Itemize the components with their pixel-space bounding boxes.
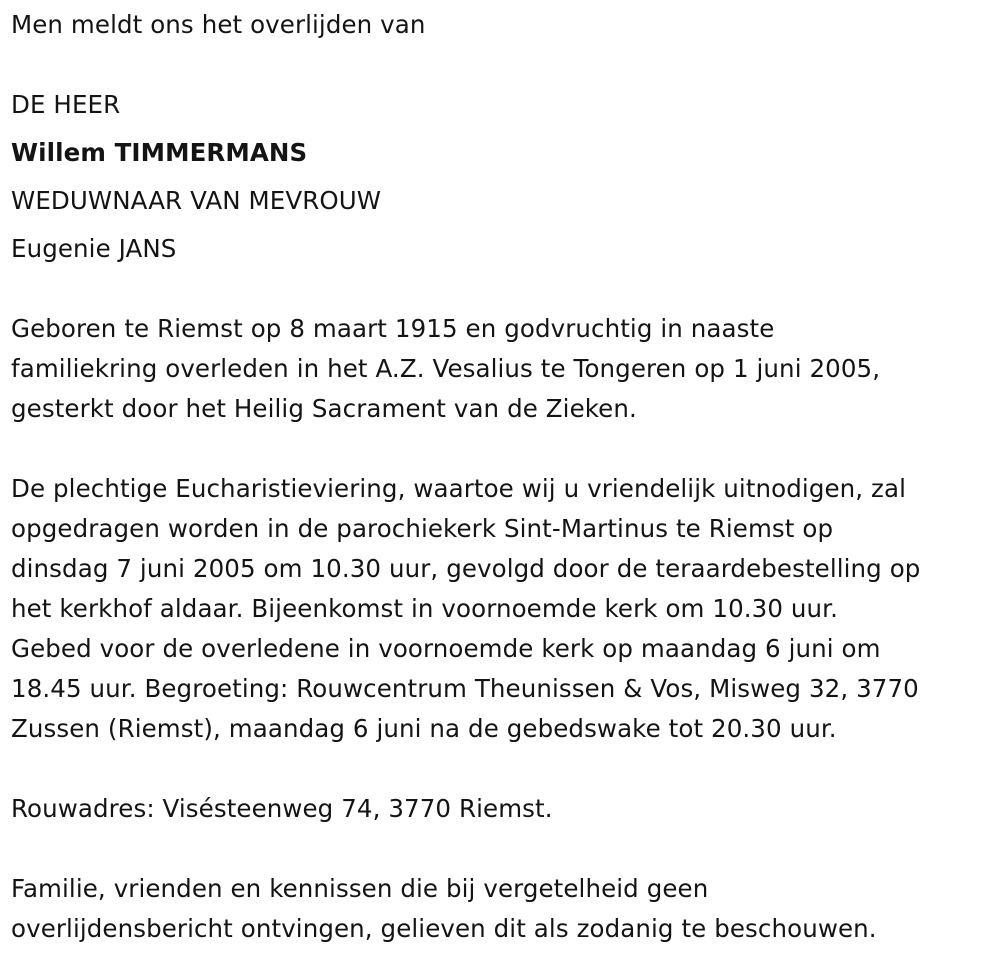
intro-text: Men meldt ons het overlijden van [11, 10, 426, 39]
birth-line: familiekring overleden in het A.Z. Vesalius te Tongeren op 1 juni 2005, [11, 354, 881, 383]
ceremony-line: het kerkhof aldaar. Bijeenkomst in voornoemde kerk om 10.30 uur. [11, 594, 838, 623]
deceased-name: Willem TIMMERMANS [11, 138, 308, 167]
title-line: DE HEER [11, 90, 121, 119]
relation-line: WEDUWNAAR VAN MEVROUW [11, 186, 382, 215]
ceremony-line: Gebed voor de overledene in voornoemde kerk op maandag 6 juni om [11, 634, 881, 663]
ceremony-line: Zussen (Riemst), maandag 6 juni na de gebedswake tot 20.30 uur. [11, 714, 837, 743]
birth-line: gesterkt door het Heilig Sacrament van de Zieken. [11, 394, 637, 423]
mourning-address: Rouwadres: Visésteenweg 74, 3770 Riemst. [11, 794, 553, 823]
closing-line: Familie, vrienden en kennissen die bij vergetelheid geen [11, 874, 709, 903]
birth-line: Geboren te Riemst op 8 maart 1915 en godvruchtig in naaste [11, 314, 775, 343]
ceremony-line: De plechtige Eucharistieviering, waartoe wij u vriendelijk uitnodigen, zal [11, 474, 907, 503]
spouse-name: Eugenie JANS [11, 234, 177, 263]
ceremony-line: opgedragen worden in de parochiekerk Sint-Martinus te Riemst op [11, 514, 834, 543]
ceremony-line: dinsdag 7 juni 2005 om 10.30 uur, gevolgd door de teraardebestelling op [11, 554, 921, 583]
closing-line: overlijdensbericht ontvingen, gelieven dit als zodanig te beschouwen. [11, 914, 877, 943]
ceremony-line: 18.45 uur. Begroeting: Rouwcentrum Theunissen & Vos, Misweg 32, 3770 [11, 674, 919, 703]
